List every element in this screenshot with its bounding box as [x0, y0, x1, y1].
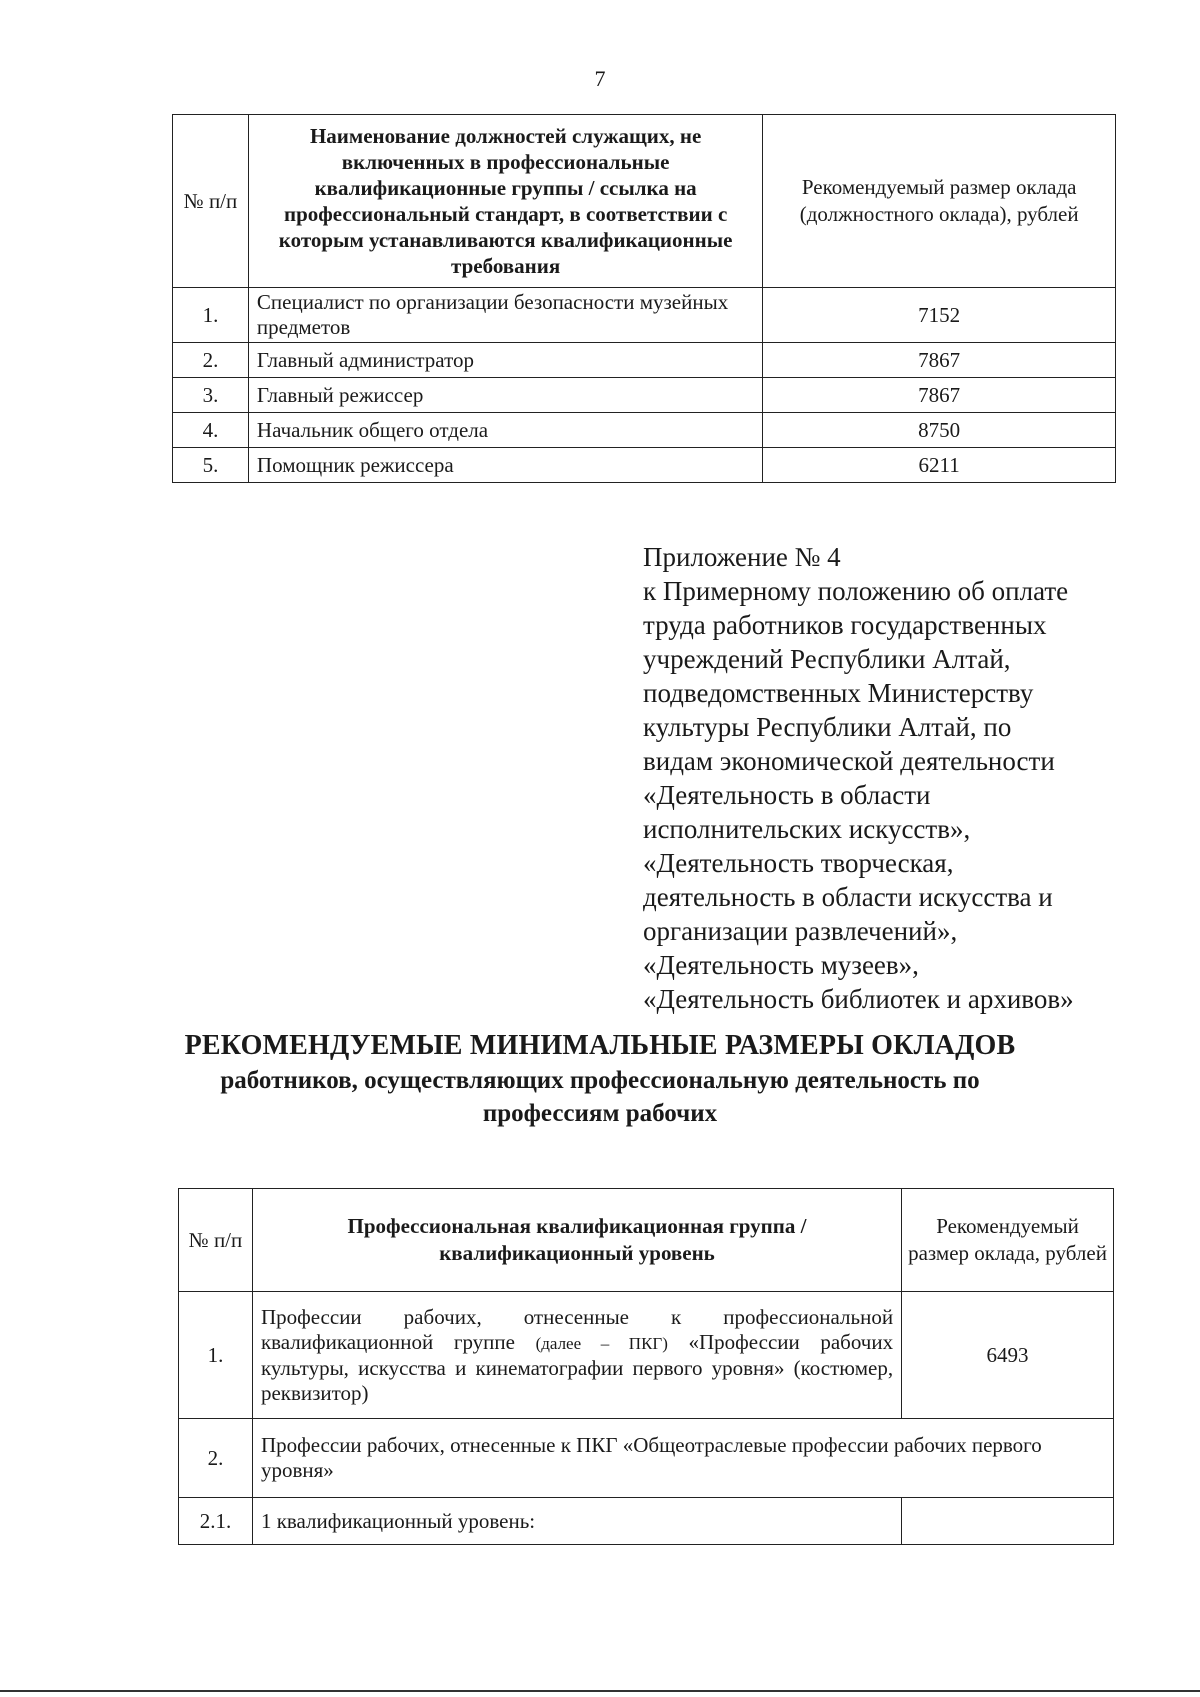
row-qualification-level: 1 квалификационный уровень:	[252, 1498, 901, 1545]
appendix-line: исполнительских искусств»,	[643, 814, 971, 844]
row-position: Главный режиссер	[248, 378, 762, 413]
scan-edge-line	[0, 1690, 1200, 1692]
row-number: 1.	[179, 1292, 253, 1419]
table-header-row	[173, 115, 1116, 288]
table-row	[173, 343, 1116, 378]
header-number: № п/п	[173, 115, 249, 288]
appendix-line: культуры Республики Алтай, по	[643, 712, 1012, 742]
workers-salary-table	[178, 1188, 1114, 1545]
row-qualification-group: Профессии рабочих, отнесенные к ПКГ «Общеотраслевые профессии рабочих первого уровня»	[252, 1419, 1113, 1498]
appendix-line: видам экономической деятельности	[643, 746, 1055, 776]
row-number: 5.	[173, 448, 249, 483]
row-text-abbrev: (далее – ПКГ)	[535, 1333, 668, 1353]
row-salary: 7867	[763, 343, 1116, 378]
appendix-line: «Деятельность библиотек и архивов»	[643, 984, 1074, 1014]
table-row	[173, 448, 1116, 483]
heading-subtitle-line1: работников, осуществляющих профессиональную деятельность по	[220, 1067, 980, 1094]
row-position: Начальник общего отдела	[248, 413, 762, 448]
appendix-line: Приложение № 4	[643, 542, 841, 572]
row-number: 2.1.	[179, 1498, 253, 1545]
appendix-line: подведомственных Министерству	[643, 678, 1034, 708]
header-number: № п/п	[179, 1189, 253, 1292]
row-salary: 8750	[763, 413, 1116, 448]
header-salary: Рекомендуемый размер оклада, рублей	[902, 1189, 1114, 1292]
row-number: 4.	[173, 413, 249, 448]
row-number: 1.	[173, 288, 249, 343]
row-text-part: Профессии рабочих, отнесенные к профессиональной квалификационной группе	[260, 1304, 894, 1354]
table-row	[179, 1498, 1114, 1545]
row-number: 3.	[173, 378, 249, 413]
table-row	[179, 1419, 1114, 1498]
appendix-line: «Деятельность в области	[643, 780, 931, 810]
table-header-row	[179, 1189, 1114, 1292]
section-heading	[0, 1028, 1200, 1130]
positions-salary-table	[172, 114, 1116, 483]
appendix-line: учреждений Республики Алтай,	[643, 644, 1011, 674]
row-number: 2.	[173, 343, 249, 378]
row-salary: 7152	[763, 288, 1116, 343]
row-text-part: «Профессии рабочих культуры, искусства и кинематографии первого уровня» (костюмер, реквизитор)	[260, 1329, 894, 1405]
table-row	[173, 288, 1116, 343]
row-qualification-group	[252, 1292, 901, 1419]
row-position: Главный администратор	[248, 343, 762, 378]
row-salary	[902, 1498, 1114, 1545]
table-row	[179, 1292, 1114, 1419]
row-position: Специалист по организации безопасности музейных предметов	[248, 288, 762, 343]
appendix-line: деятельность в области искусства и	[643, 882, 1053, 912]
heading-title: РЕКОМЕНДУЕМЫЕ МИНИМАЛЬНЫЕ РАЗМЕРЫ ОКЛАДОВ	[184, 1030, 1016, 1061]
table-row	[173, 378, 1116, 413]
header-position-name: Наименование должностей служащих, не включенных в профессиональные квалификационные группы / ссылка на профессиональный стандарт, в соответствии с которым устанавливаются квалификационные требования	[248, 115, 762, 288]
heading-subtitle-line2: профессиям рабочих	[482, 1100, 718, 1127]
appendix-line: организации развлечений»,	[643, 916, 958, 946]
header-qualification-group: Профессиональная квалификационная группа / квалификационный уровень	[252, 1189, 901, 1292]
row-salary: 7867	[763, 378, 1116, 413]
row-position: Помощник режиссера	[248, 448, 762, 483]
page-number: 7	[594, 66, 606, 91]
header-salary: Рекомендуемый размер оклада (должностного оклада), рублей	[763, 115, 1116, 288]
appendix-line: «Деятельность творческая,	[643, 848, 954, 878]
row-salary: 6493	[902, 1292, 1114, 1419]
appendix-line: к Примерному положению об оплате	[643, 576, 1069, 606]
appendix-line: «Деятельность музеев»,	[643, 950, 919, 980]
row-number: 2.	[179, 1419, 253, 1498]
appendix-line: труда работников государственных	[643, 610, 1047, 640]
appendix-reference	[643, 540, 1163, 1016]
table-row	[173, 413, 1116, 448]
row-salary: 6211	[763, 448, 1116, 483]
